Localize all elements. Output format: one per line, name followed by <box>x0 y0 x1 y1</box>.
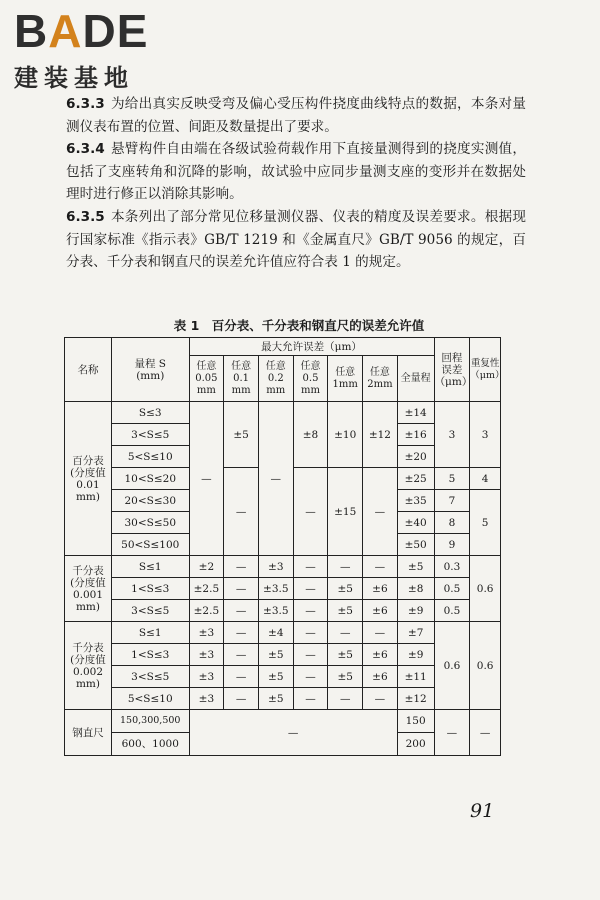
repeat-cell: 4 <box>470 468 501 490</box>
cell: ±12 <box>363 402 398 468</box>
return-cell: 8 <box>434 512 470 534</box>
table-caption: 表 1 百分表、千分表和钢直尺的误差允许值 <box>173 318 425 333</box>
cell: — <box>224 556 259 578</box>
cell: ±3.5 <box>258 600 293 622</box>
full-range-cell: ±25 <box>397 468 434 490</box>
full-range-cell: ±16 <box>397 424 434 446</box>
range-cell: 1<S≤3 <box>111 644 189 666</box>
cell: ±4 <box>258 622 293 644</box>
cell: — <box>224 578 259 600</box>
cell: ±3 <box>189 688 224 710</box>
header-sub: 任意 1mm <box>328 356 363 402</box>
paragraph-6-3-5: 6.3.5 本条列出了部分常见位移量测仪器、仪表的精度及误差要求。根据现行国家标准《指示表》GB/T 1219 和《金属直尺》GB/T 9056 的规定，百分表、千分表和钢直尺的误差允许值应符合表 1 的规定。 <box>66 208 526 271</box>
cell: — <box>328 622 363 644</box>
body-text <box>66 93 526 274</box>
range-cell: 3<S≤5 <box>111 666 189 688</box>
cell: — <box>328 688 363 710</box>
cell: ±5 <box>258 688 293 710</box>
cell: — <box>363 622 398 644</box>
header-name: 名称 <box>65 338 112 402</box>
header-sub: 任意 0.5 mm <box>293 356 328 402</box>
header-sub: 任意 0.2 mm <box>258 356 293 402</box>
cell: — <box>224 468 259 556</box>
cell: — <box>363 688 398 710</box>
full-range-cell: ±8 <box>397 578 434 600</box>
range-cell: 600、1000 <box>111 733 189 756</box>
cell: — <box>363 468 398 556</box>
range-cell: 20<S≤30 <box>111 490 189 512</box>
logo <box>14 6 148 93</box>
header-sub: 任意 0.1 mm <box>224 356 259 402</box>
cell: ±5 <box>328 600 363 622</box>
cell: — <box>224 622 259 644</box>
cell: — <box>224 666 259 688</box>
cell: ±6 <box>363 666 398 688</box>
cell: — <box>363 556 398 578</box>
cell: ±5 <box>328 644 363 666</box>
full-range-cell: ±5 <box>397 556 434 578</box>
header-range: 量程 S (mm) <box>111 338 189 402</box>
cell: ±6 <box>363 600 398 622</box>
full-range-cell: 150 <box>397 710 434 733</box>
repeat-cell: — <box>470 710 501 756</box>
repeat-cell: 3 <box>470 402 501 468</box>
cell: ±5 <box>328 666 363 688</box>
repeat-cell: 0.6 <box>470 622 501 710</box>
range-cell: S≤3 <box>111 402 189 424</box>
cell: ±2 <box>189 556 224 578</box>
header-sub: 任意 2mm <box>363 356 398 402</box>
cell: — <box>293 468 328 556</box>
cell: — <box>293 578 328 600</box>
range-cell: 5<S≤10 <box>111 446 189 468</box>
range-cell: 1<S≤3 <box>111 578 189 600</box>
group-name: 百分表 (分度值 0.01 mm) <box>65 402 112 556</box>
repeat-cell: 0.6 <box>470 556 501 622</box>
return-cell: 3 <box>434 402 470 468</box>
cell: ±6 <box>363 644 398 666</box>
logo-subtitle: 建装基地 <box>14 64 134 92</box>
cell: ±3 <box>189 644 224 666</box>
cell: — <box>293 600 328 622</box>
range-cell: 3<S≤5 <box>111 600 189 622</box>
header-max-error: 最大允许误差（μm） <box>189 338 434 356</box>
full-range-cell: ±50 <box>397 534 434 556</box>
cell: — <box>224 644 259 666</box>
cell: — <box>293 688 328 710</box>
full-range-cell: ±12 <box>397 688 434 710</box>
cell: ±8 <box>293 402 328 468</box>
cell: — <box>328 556 363 578</box>
return-cell: 7 <box>434 490 470 512</box>
cell: ±3 <box>258 556 293 578</box>
cell: ±10 <box>328 402 363 468</box>
cell: ±3 <box>189 622 224 644</box>
cell: ±2.5 <box>189 578 224 600</box>
full-range-cell: ±9 <box>397 644 434 666</box>
cell: — <box>293 644 328 666</box>
paragraph-6-3-3: 6.3.3 为给出真实反映受弯及偏心受压构件挠度曲线特点的数据，本条对量测仪表布置的位置、间距及数量提出了要求。 <box>66 96 526 135</box>
range-cell: S≤1 <box>111 622 189 644</box>
full-range-cell: ±20 <box>397 446 434 468</box>
header-return-error: 回程 误差 （μm） <box>434 338 470 402</box>
group-name: 千分表 (分度值 0.001 mm) <box>65 556 112 622</box>
cell: ±2.5 <box>189 600 224 622</box>
full-range-cell: ±14 <box>397 402 434 424</box>
cell: — <box>189 402 224 556</box>
range-cell: 3<S≤5 <box>111 424 189 446</box>
cell: ±3 <box>189 666 224 688</box>
page-number: 91 <box>470 800 495 822</box>
range-cell: S≤1 <box>111 556 189 578</box>
return-cell: 5 <box>434 468 470 490</box>
return-cell: 0.3 <box>434 556 470 578</box>
cell: ±15 <box>328 468 363 556</box>
logo-brand: BADE <box>14 5 149 57</box>
range-cell: 30<S≤50 <box>111 512 189 534</box>
return-cell: 0.5 <box>434 578 470 600</box>
tolerance-table <box>64 337 505 756</box>
range-cell: 5<S≤10 <box>111 688 189 710</box>
full-range-cell: ±9 <box>397 600 434 622</box>
repeat-cell: 5 <box>470 490 501 556</box>
full-range-cell: ±40 <box>397 512 434 534</box>
cell: ±5 <box>224 402 259 468</box>
cell: ±5 <box>328 578 363 600</box>
return-cell: 0.5 <box>434 600 470 622</box>
cell: — <box>258 402 293 556</box>
cell: ±5 <box>258 666 293 688</box>
full-range-cell: 200 <box>397 733 434 756</box>
range-cell: 150,300,500 <box>111 710 189 733</box>
header-repeatability: 重复性 （μm） <box>470 338 501 402</box>
cell: — <box>189 710 397 756</box>
return-cell: 9 <box>434 534 470 556</box>
paragraph-6-3-4: 6.3.4 悬臂构件自由端在各级试验荷载作用下直接量测得到的挠度实测值，包括了支座转角和沉降的影响，故试验中应同步量测支座的变形并在数据处理时进行修正以消除其影响。 <box>66 141 526 203</box>
group-name: 钢直尺 <box>65 710 112 756</box>
range-cell: 50<S≤100 <box>111 534 189 556</box>
cell: ±6 <box>363 578 398 600</box>
cell: — <box>224 688 259 710</box>
full-range-cell: ±35 <box>397 490 434 512</box>
cell: — <box>293 556 328 578</box>
group-name: 千分表 (分度值 0.002 mm) <box>65 622 112 710</box>
cell: — <box>293 622 328 644</box>
return-cell: — <box>434 710 470 756</box>
header-sub: 任意 0.05 mm <box>189 356 224 402</box>
header-sub: 全量程 <box>397 356 434 402</box>
range-cell: 10<S≤20 <box>111 468 189 490</box>
full-range-cell: ±11 <box>397 666 434 688</box>
cell: ±3.5 <box>258 578 293 600</box>
return-cell: 0.6 <box>434 622 470 710</box>
cell: — <box>293 666 328 688</box>
cell: — <box>224 600 259 622</box>
full-range-cell: ±7 <box>397 622 434 644</box>
cell: ±5 <box>258 644 293 666</box>
